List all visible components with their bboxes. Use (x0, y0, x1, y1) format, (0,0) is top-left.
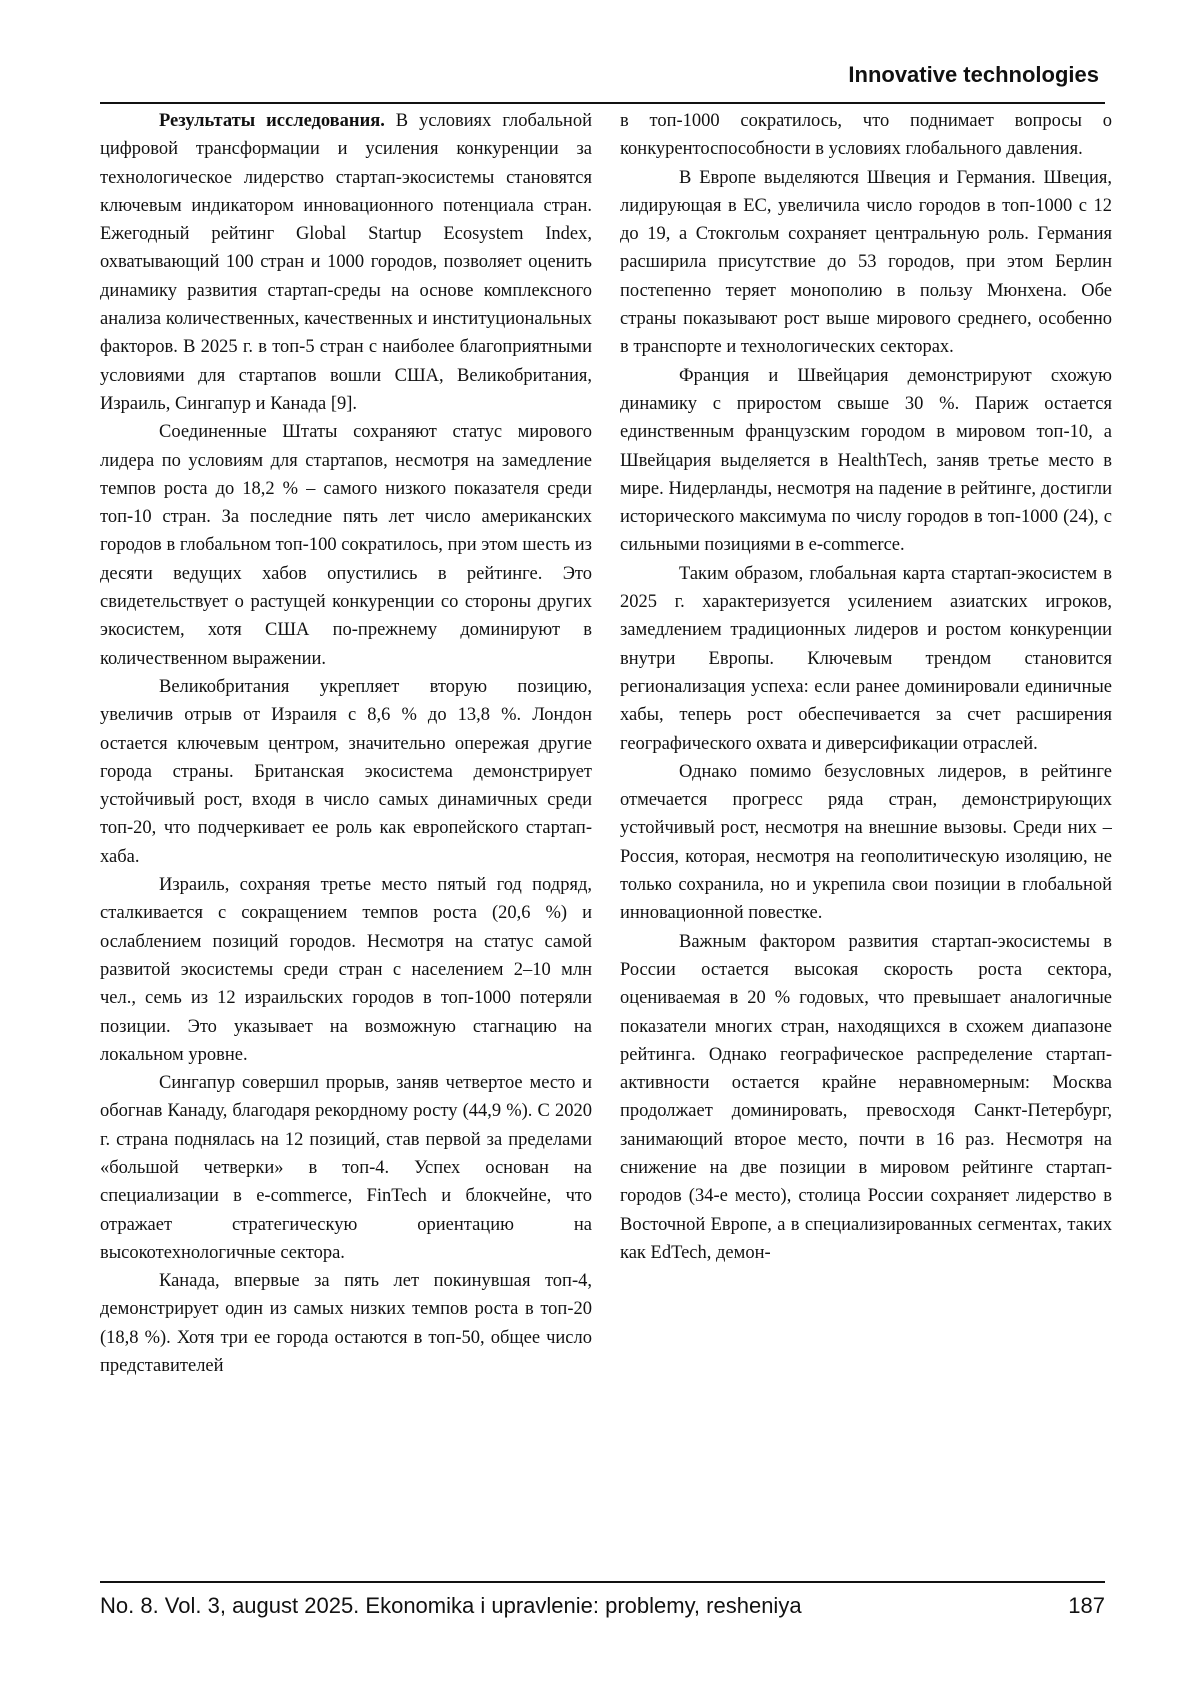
right-column (620, 107, 1112, 1575)
paragraph-singapore: Сингапур совершил прорыв, заняв четвертое место и обогнав Канаду, благодаря рекордному росту (44,9 %). С 2020 г. страна поднялась на 12 позиций, став первой за пределами «большой четверки» в топ-4. Успех основан на специализации в e-commerce, FinTech и блокчейне, что отражает стратегическую ориентацию на высокотехнологичные сектора. (100, 1073, 592, 1263)
results-heading: Результаты исследования. (159, 111, 385, 131)
page-number: 187 (1068, 1593, 1105, 1618)
section-title: Innovative technologies (848, 62, 1099, 87)
left-column (100, 107, 592, 1575)
paragraph-canada: Канада, впервые за пять лет покинувшая топ-4, демонстрирует один из самых низких темпов роста в топ-20 (18,8 %). Хотя три ее города остаются в топ-50, общее число представителей (100, 1271, 592, 1377)
paragraph-canada-continued: в топ-1000 сократилось, что поднимает вопросы о конкурентоспособности в условиях глобального давления. (620, 111, 1112, 160)
paragraph-russia-growth: Важным фактором развития стартап-экосистемы в России остается высокая скорость роста сектора, оцениваемая в 20 % годовых, что превышает аналогичные показатели многих стран, находящихся в схожем диапазоне рейтинга. Однако географическое распределение стартап-активности остается крайне неравномерным: Москва продолжает доминировать, превосходя Санкт-Петербург, занимающий второе место, почти в 16 раз. Несмотря на снижение на две позиции в мировом рейтинге стартап-городов (34-е место), столица России сохраняет лидерство в Восточной Европе, а в специализированных сегментах, таких как EdTech, демон- (620, 931, 1112, 1263)
paragraph-russia-intro: Однако помимо безусловных лидеров, в рейтинге отмечается прогресс ряда стран, демонстрирующих устойчивый рост, несмотря на внешние вызовы. Среди них – Россия, которая, несмотря на геополитическую изоляцию, не только сохранила, но и укрепила свои позиции в глобальной инновационной повестке. (620, 761, 1112, 924)
paragraph-europe: В Европе выделяются Швеция и Германия. Швеция, лидирующая в ЕС, увеличила число городов в топ-1000 с 12 до 19, а Стокгольм сохраняет центральную роль. Германия расширила присутствие до 53 городов, при этом Берлин постепенно теряет монополию в пользу Мюнхена. Обе страны показывают рост выше мирового среднего, особенно в транспорте и технологических секторах. (620, 167, 1112, 358)
footer-rule (100, 1581, 1105, 1583)
paragraph-usa: Соединенные Штаты сохраняют статус мирового лидера по условиям для стартапов, несмотря на замедление темпов роста до 18,2 % – самого низкого показателя среди топ-10 стран. За последние пять лет число американских городов в глобальном топ-100 сократилось, при этом шесть из десяти ведущих хабов опустились в рейтинге. Это свидетельствует о растущей конкуренции со стороны других экосистем, хотя США по-прежнему доминируют в количественном выражении. (100, 422, 592, 669)
footer (100, 1593, 1105, 1619)
paragraph-results (100, 107, 592, 418)
header-rule (100, 102, 1105, 104)
journal-citation: No. 8. Vol. 3, august 2025. Ekonomika i upravlenie: problemy, resheniya (100, 1593, 802, 1618)
paragraph-text: В условиях глобальной цифровой трансформации и усиления конкуренции за технологическое лидерство стартап-экосистемы становятся ключевым индикатором инновационного потенциала стран. Ежегодный рейтинг Global Startup Ecosystem Index, охватывающий 100 стран и 1000 городов, позволяет оценить динамику развития стартап-среды на основе комплексного анализа количественных, качественных и институциональных факторов. В 2025 г. в топ-5 стран с наиболее благоприятными условиями для стартапов вошли США, Великобритания, Израиль, Сингапур и Канада [9]. (100, 111, 592, 414)
paragraph-france-switzerland: Франция и Швейцария демонстрируют схожую динамику с приростом свыше 30 %. Париж остается единственным французским городом в мировом топ-10, а Швейцария выделяется в HealthTech, заняв третье место в мире. Нидерланды, несмотря на падение в рейтинге, достигли исторического максимума по числу городов в топ-1000 (24), с сильными позициями в e-commerce. (620, 365, 1112, 556)
paragraph-summary: Таким образом, глобальная карта стартап-экосистем в 2025 г. характеризуется усилением азиатских игроков, замедлением традиционных лидеров и ростом конкуренции внутри Европы. Ключевым трендом становится регионализация успеха: если ранее доминировали единичные хабы, теперь рост обеспечивается за счет расширения географического охвата и диверсификации отраслей. (620, 563, 1112, 754)
paragraph-israel: Израиль, сохраняя третье место пятый год подряд, сталкивается с сокращением темпов роста (20,6 %) и ослаблением позиций городов. Несмотря на статус самой развитой экосистемы среди стран с населением 2–10 млн чел., семь из 12 израильских городов в топ-1000 потеряли позиции. Это указывает на возможную стагнацию на локальном уровне. (100, 875, 592, 1065)
paragraph-uk: Великобритания укрепляет вторую позицию, увеличив отрыв от Израиля с 8,6 % до 13,8 %. Лондон остается ключевым центром, значительно опережая другие города страны. Британская экосистема демонстрирует устойчивый рост, входя в число самых динамичных среди топ-20, что подчеркивает ее роль как европейского стартап-хаба. (100, 676, 592, 867)
